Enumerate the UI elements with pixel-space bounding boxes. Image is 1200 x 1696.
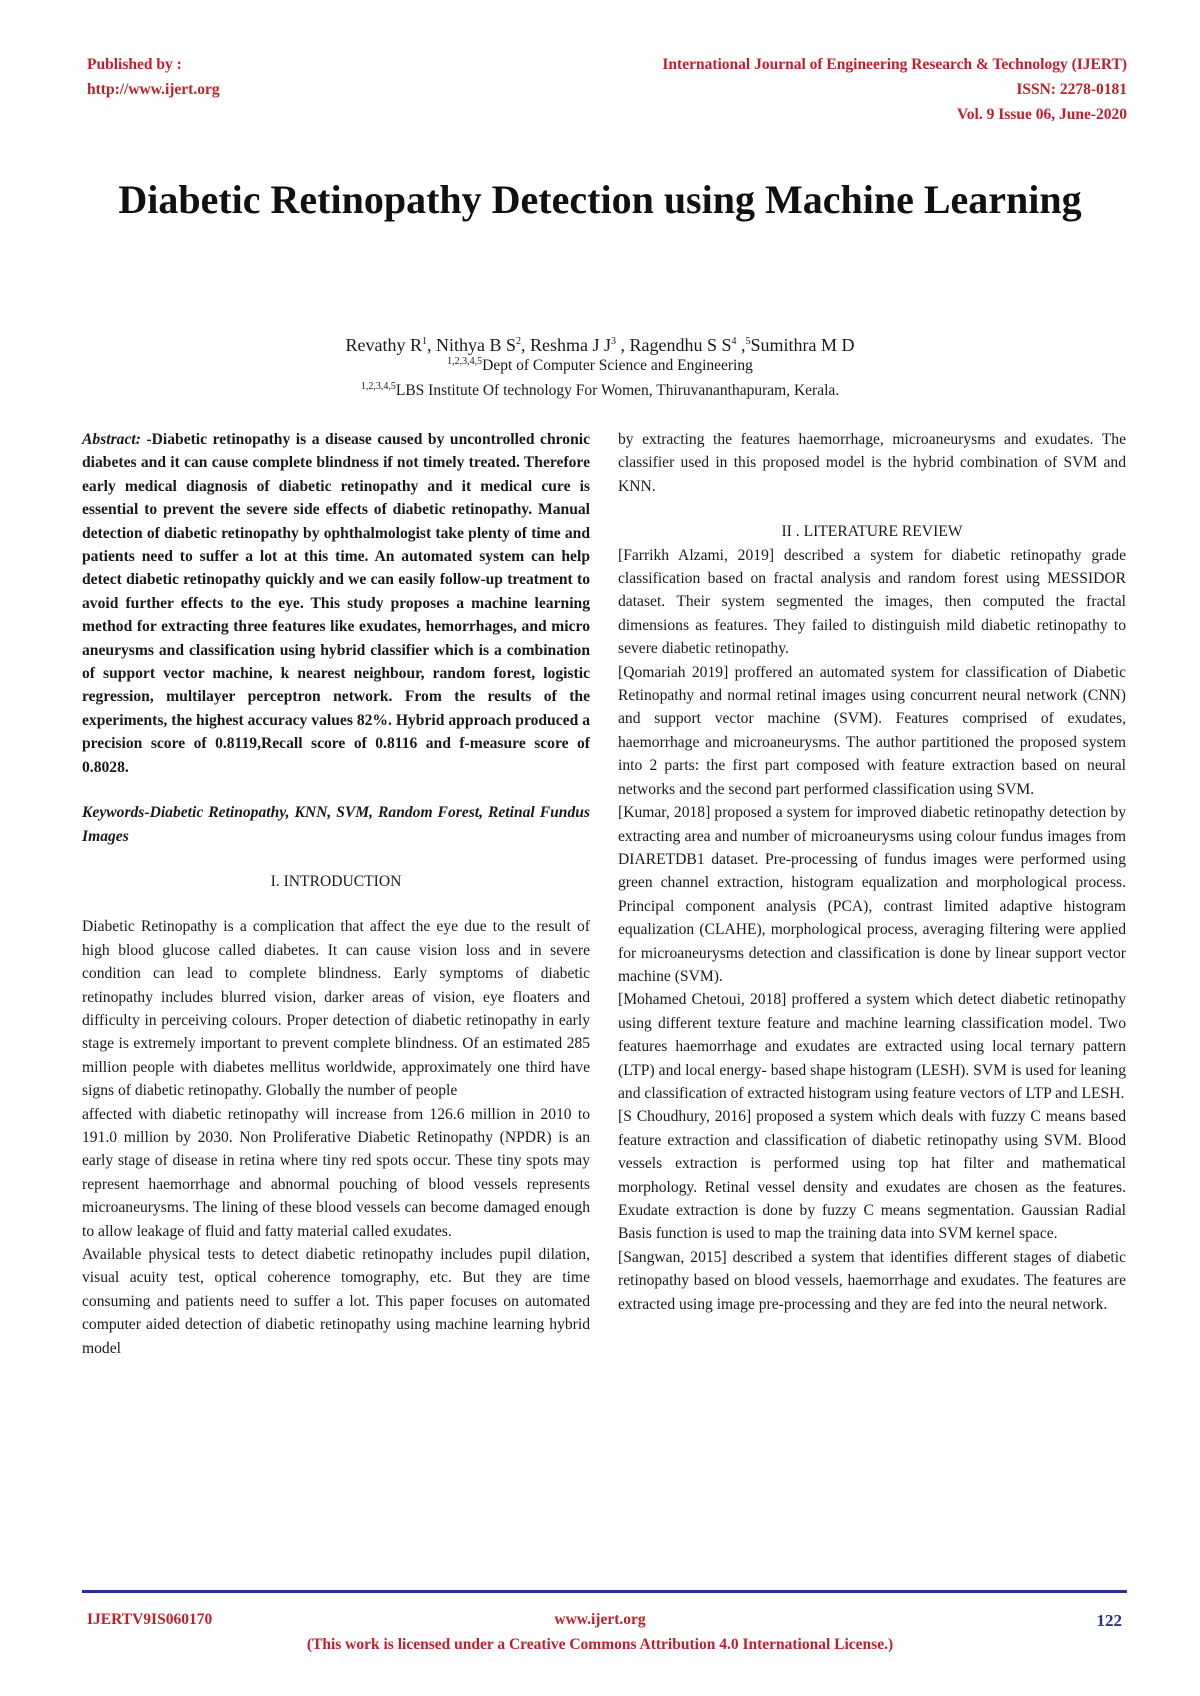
author-3-sup: 3 (610, 336, 616, 347)
author-5-sup: 5 (745, 336, 751, 347)
author-4-sup: 4 (731, 336, 737, 347)
author-3: , Reshma J J (520, 335, 611, 355)
affiliation-institute (0, 381, 1200, 400)
affiliation-dept (0, 356, 1200, 375)
introduction-paragraph-continued: by extracting the features haemorrhage, microaneurysms and exudates. The classifier used in this proposed model is the hybrid combination of SVM and KNN. (618, 431, 1126, 495)
journal-url-link[interactable]: http://www.ijert.org (87, 81, 220, 98)
introduction-paragraph-2: affected with diabetic retinopathy will increase from 126.6 million in 2010 to 191.0 million by 2030. Non Proliferative Diabetic Retinopathy (NPDR) is an early stage of disease in retina where tiny red spots occur. These tiny spots may represent haemorrhage and abnormal pouching of blood vessels represents microaneurysms. The lining of these blood vessels can become damaged enough to allow leakage of fluid and fatty material called exudates. (82, 1105, 590, 1240)
affiliation-institute-text: LBS Institute Of technology For Women, Thiruvananthapuram, Kerala. (395, 382, 840, 400)
abstract-text: -Diabetic retinopathy is a disease caused by uncontrolled chronic diabetes and it can cause complete blindness if not timely treated. Therefore early medical diagnosis of diabetic retinopathy and it medical cure is essential to prevent the severe side effects of diabetic retinopathy. Manual detection of diabetic retinopathy by ophthalmologist take plenty of time and patients need to suffer a lot at this time. An automated system can help detect diabetic retinopathy quickly and we can easily follow-up treatment to avoid further effects to the eye. This study proposes a machine learning method for extracting three features like exudates, hemorrhages, and micro aneurysms and classification using hybrid classifier which is a combination of support vector machine, k nearest neighbour, random forest, logistic regression, multilayer perceptron network. From the results of the experiments, the highest accuracy values 82%. Hybrid approach produced a precision score of 0.8119,Recall score of 0.8116 and f-measure score of 0.8028. (82, 431, 590, 776)
author-2-sup: 2 (515, 336, 521, 347)
introduction-paragraph-1: Diabetic Retinopathy is a complication that affect the eye due to the result of high blood glucose called diabetes. It can cause vision loss and in severe condition can lead to complete blindness. Early symptoms of diabetic retinopathy includes blurred vision, darker areas of vision, eye floaters and difficulty in perceiving colours. Proper detection of diabetic retinopathy in early stage is extremely important to prevent complete blindness. Of an estimated 285 million people with diabetes mellitus worldwide, approximately one third have signs of diabetic retinopathy. Globally the number of people (82, 918, 590, 1100)
abstract (82, 428, 590, 779)
author-1-sup: 1 (421, 336, 427, 347)
author-5-prefix: , (736, 335, 746, 355)
author-list (0, 330, 1200, 357)
paper-id: IJERTV9IS060170 (87, 1611, 213, 1628)
author-1: Revathy R (345, 335, 422, 355)
right-column (618, 428, 1126, 1316)
literature-review-heading: II . LITERATURE REVIEW (781, 523, 963, 541)
literature-paragraph-3: [Kumar, 2018] proposed a system for improved diabetic retinopathy detection by extracting area and number of microaneurysms using colour fundus images from DIARETDB1 dataset. Pre-processing of fundus images were performed using green channel extraction, histogram equalization and morphological process. Principal component analysis (PCA), contrast limited adaptive histogram equalization (CLAHE), morphological process, averaging filtering were applied for microaneurysms detection and classification is done by linear support vector machine (SVM). (618, 804, 1126, 985)
footer-divider (82, 1590, 1127, 1593)
author-5: Sumithra M D (750, 335, 855, 355)
affiliation-dept-text: Dept of Computer Science and Engineering (482, 357, 753, 375)
literature-paragraph-2: [Qomariah 2019] proffered an automated system for classification of Diabetic Retinopathy and normal retinal images using concurrent neural network (CNN) and support vector machine (SVM). Features comprised of exudates, haemorrhage and microaneurysms. The author partitioned the proposed system into 2 parts: the first part composed with feature extraction based on neural networks and the second part performed classification using SVM. (618, 663, 1126, 798)
header-journal (662, 52, 1127, 127)
affiliation-institute-sup: 1,2,3,4,5 (360, 381, 396, 392)
keywords: Keywords-Diabetic Retinopathy, KNN, SVM, Random Forest, Retinal Fundus Images (82, 804, 590, 845)
left-column (82, 428, 590, 1360)
issn-label: ISSN: 2278-0181 (1016, 81, 1127, 98)
page-number: 122 (1096, 1611, 1122, 1630)
literature-paragraph-5: [S Choudhury, 2016] proposed a system which deals with fuzzy C means based feature extraction and classification of diabetic retinopathy using SVM. Blood vessels extraction is performed using top hat filter and mathematical morphology. Retinal vessel density and exudates are chosen as the features. Exudate extraction is done by fuzzy C means segmentation. Gaussian Radial Basis function is used to map the training data into SVM kernel space. (618, 1108, 1126, 1243)
header-publisher (87, 52, 220, 102)
literature-paragraph-4: [Mohamed Chetoui, 2018] proffered a system which detect diabetic retinopathy using different texture feature and machine learning classification model. Two features haemorrhage and exudates are extracted using local ternary pattern (LTP) and local energy- based shape histogram (LESH). SVM is used for leaning and classification of extracted histogram using feature vectors of LTP and LESH. (618, 991, 1126, 1102)
license-notice: (This work is licensed under a Creative Commons Attribution 4.0 International License.) (306, 1636, 894, 1653)
journal-name: International Journal of Engineering Research & Technology (IJERT) (662, 56, 1127, 73)
paper-title: Diabetic Retinopathy Detection using Machine Learning (118, 177, 1082, 222)
published-by-label: Published by : (87, 56, 182, 73)
affiliation-dept-sup: 1,2,3,4,5 (447, 356, 483, 367)
footer-url-link[interactable]: www.ijert.org (554, 1611, 646, 1628)
volume-label: Vol. 9 Issue 06, June-2020 (957, 106, 1127, 123)
introduction-paragraph-3: Available physical tests to detect diabetic retinopathy includes pupil dilation, visual acuity test, optical coherence tomography, etc. But they are time consuming and patients need to suffer a lot. This paper focuses on automated computer aided detection of diabetic retinopathy using machine learning hybrid model (82, 1246, 590, 1357)
literature-paragraph-1: [Farrikh Alzami, 2019] described a system for diabetic retinopathy grade classification based on fractal analysis and random forest using MESSIDOR dataset. Their system segmented the images, then computed the fractal dimensions as features. They failed to distinguish mild diabetic retinopathy to severe diabetic retinopathy. (618, 546, 1126, 658)
introduction-heading: I. INTRODUCTION (270, 872, 402, 890)
abstract-label: Abstract: (82, 431, 141, 448)
author-4: , Ragendhu S S (615, 335, 732, 355)
author-2: , Nithya B S (426, 335, 516, 355)
literature-paragraph-6: [Sangwan, 2015] described a system that identifies different stages of diabetic retinopathy based on blood vessels, haemorrhage and exudates. The features are extracted using image pre-processing and they are fed into the neural network. (618, 1248, 1126, 1313)
